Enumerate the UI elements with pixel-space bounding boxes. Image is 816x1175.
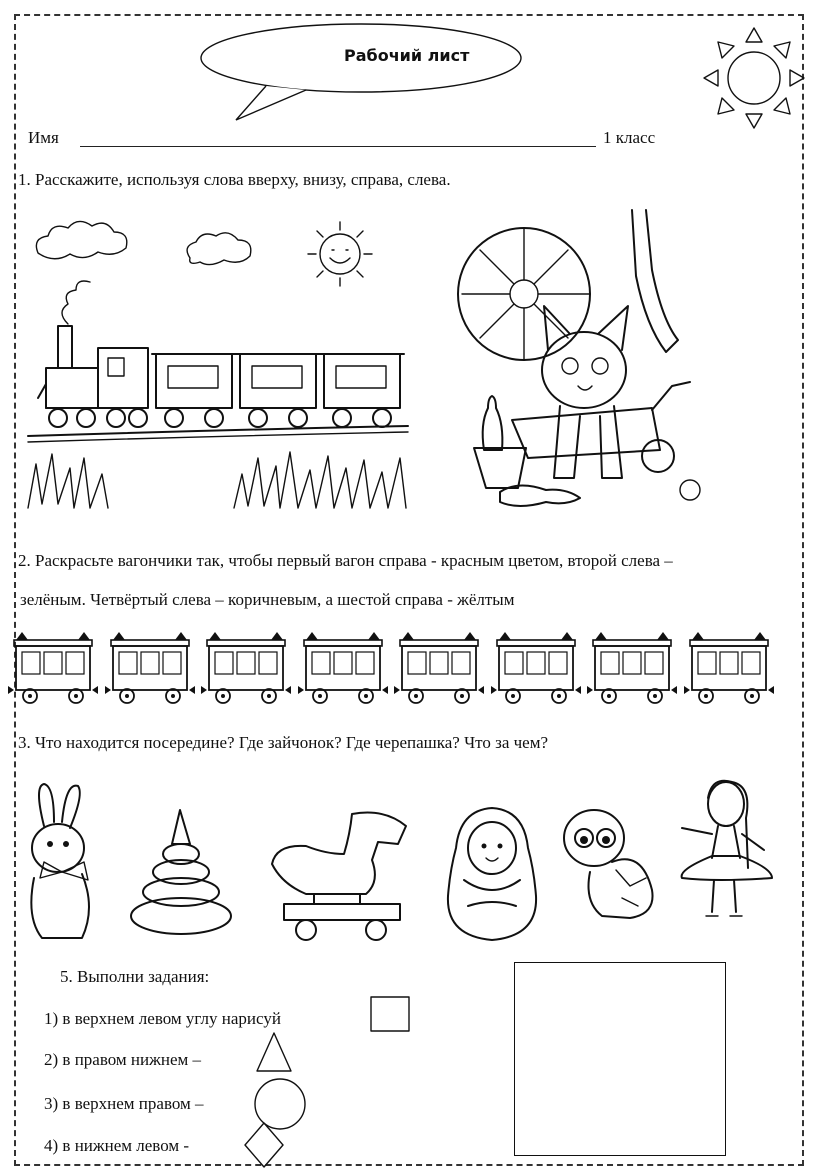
task5-title: 5. Выполни задания: <box>60 967 210 986</box>
name-label: Имя <box>28 128 59 147</box>
task2-line1: 2. Раскрасьте вагончики так, чтобы первый вагон справа - красным цветом, второй слева – <box>18 551 673 570</box>
wagon-icon[interactable] <box>394 630 486 710</box>
wagon-icon[interactable] <box>105 630 197 710</box>
task3-text: 3. Что находится посередине? Где зайчонок? Где черепашка? Что за чем? <box>18 733 549 752</box>
matryoshka-icon <box>440 806 544 946</box>
task5-item-1: 1) в верхнем левом углу нарисуй <box>44 1009 281 1028</box>
wagon-icon[interactable] <box>298 630 390 710</box>
wagon-icon[interactable] <box>201 630 293 710</box>
wagon-icon[interactable] <box>684 630 776 710</box>
sun-icon <box>700 24 810 134</box>
bunny-icon <box>22 778 98 948</box>
name-field-line[interactable] <box>80 146 596 147</box>
wagons-row <box>8 630 808 710</box>
wagon-icon[interactable] <box>587 630 679 710</box>
turtle-icon <box>560 806 660 936</box>
wagon-icon[interactable] <box>491 630 583 710</box>
wagon-icon[interactable] <box>8 630 100 710</box>
task5-item-4: 4) в нижнем левом - <box>44 1136 190 1155</box>
task5-item-2: 2) в правом нижнем – <box>44 1050 202 1069</box>
square-icon <box>370 996 410 1032</box>
rocking-horse-icon <box>266 804 416 944</box>
diamond-icon <box>244 1122 284 1168</box>
drawing-area-box[interactable] <box>514 962 726 1156</box>
task5-item-3: 3) в верхнем правом – <box>44 1094 204 1113</box>
task2-line2: зелёным. Четвёртый слева – коричневым, а шестой справа - жёлтым <box>20 590 515 609</box>
class-label: 1 класс <box>603 128 656 147</box>
train-illustration <box>18 208 418 528</box>
page-title: Рабочий лист <box>344 46 470 65</box>
title-bubble <box>196 20 526 130</box>
task1-text: 1. Расскажите, используя слова вверху, внизу, справа, слева. <box>18 170 451 189</box>
doll-icon <box>672 778 782 928</box>
kitten-illustration <box>462 210 712 510</box>
pyramid-toy-icon <box>126 808 236 948</box>
triangle-icon <box>256 1032 292 1072</box>
